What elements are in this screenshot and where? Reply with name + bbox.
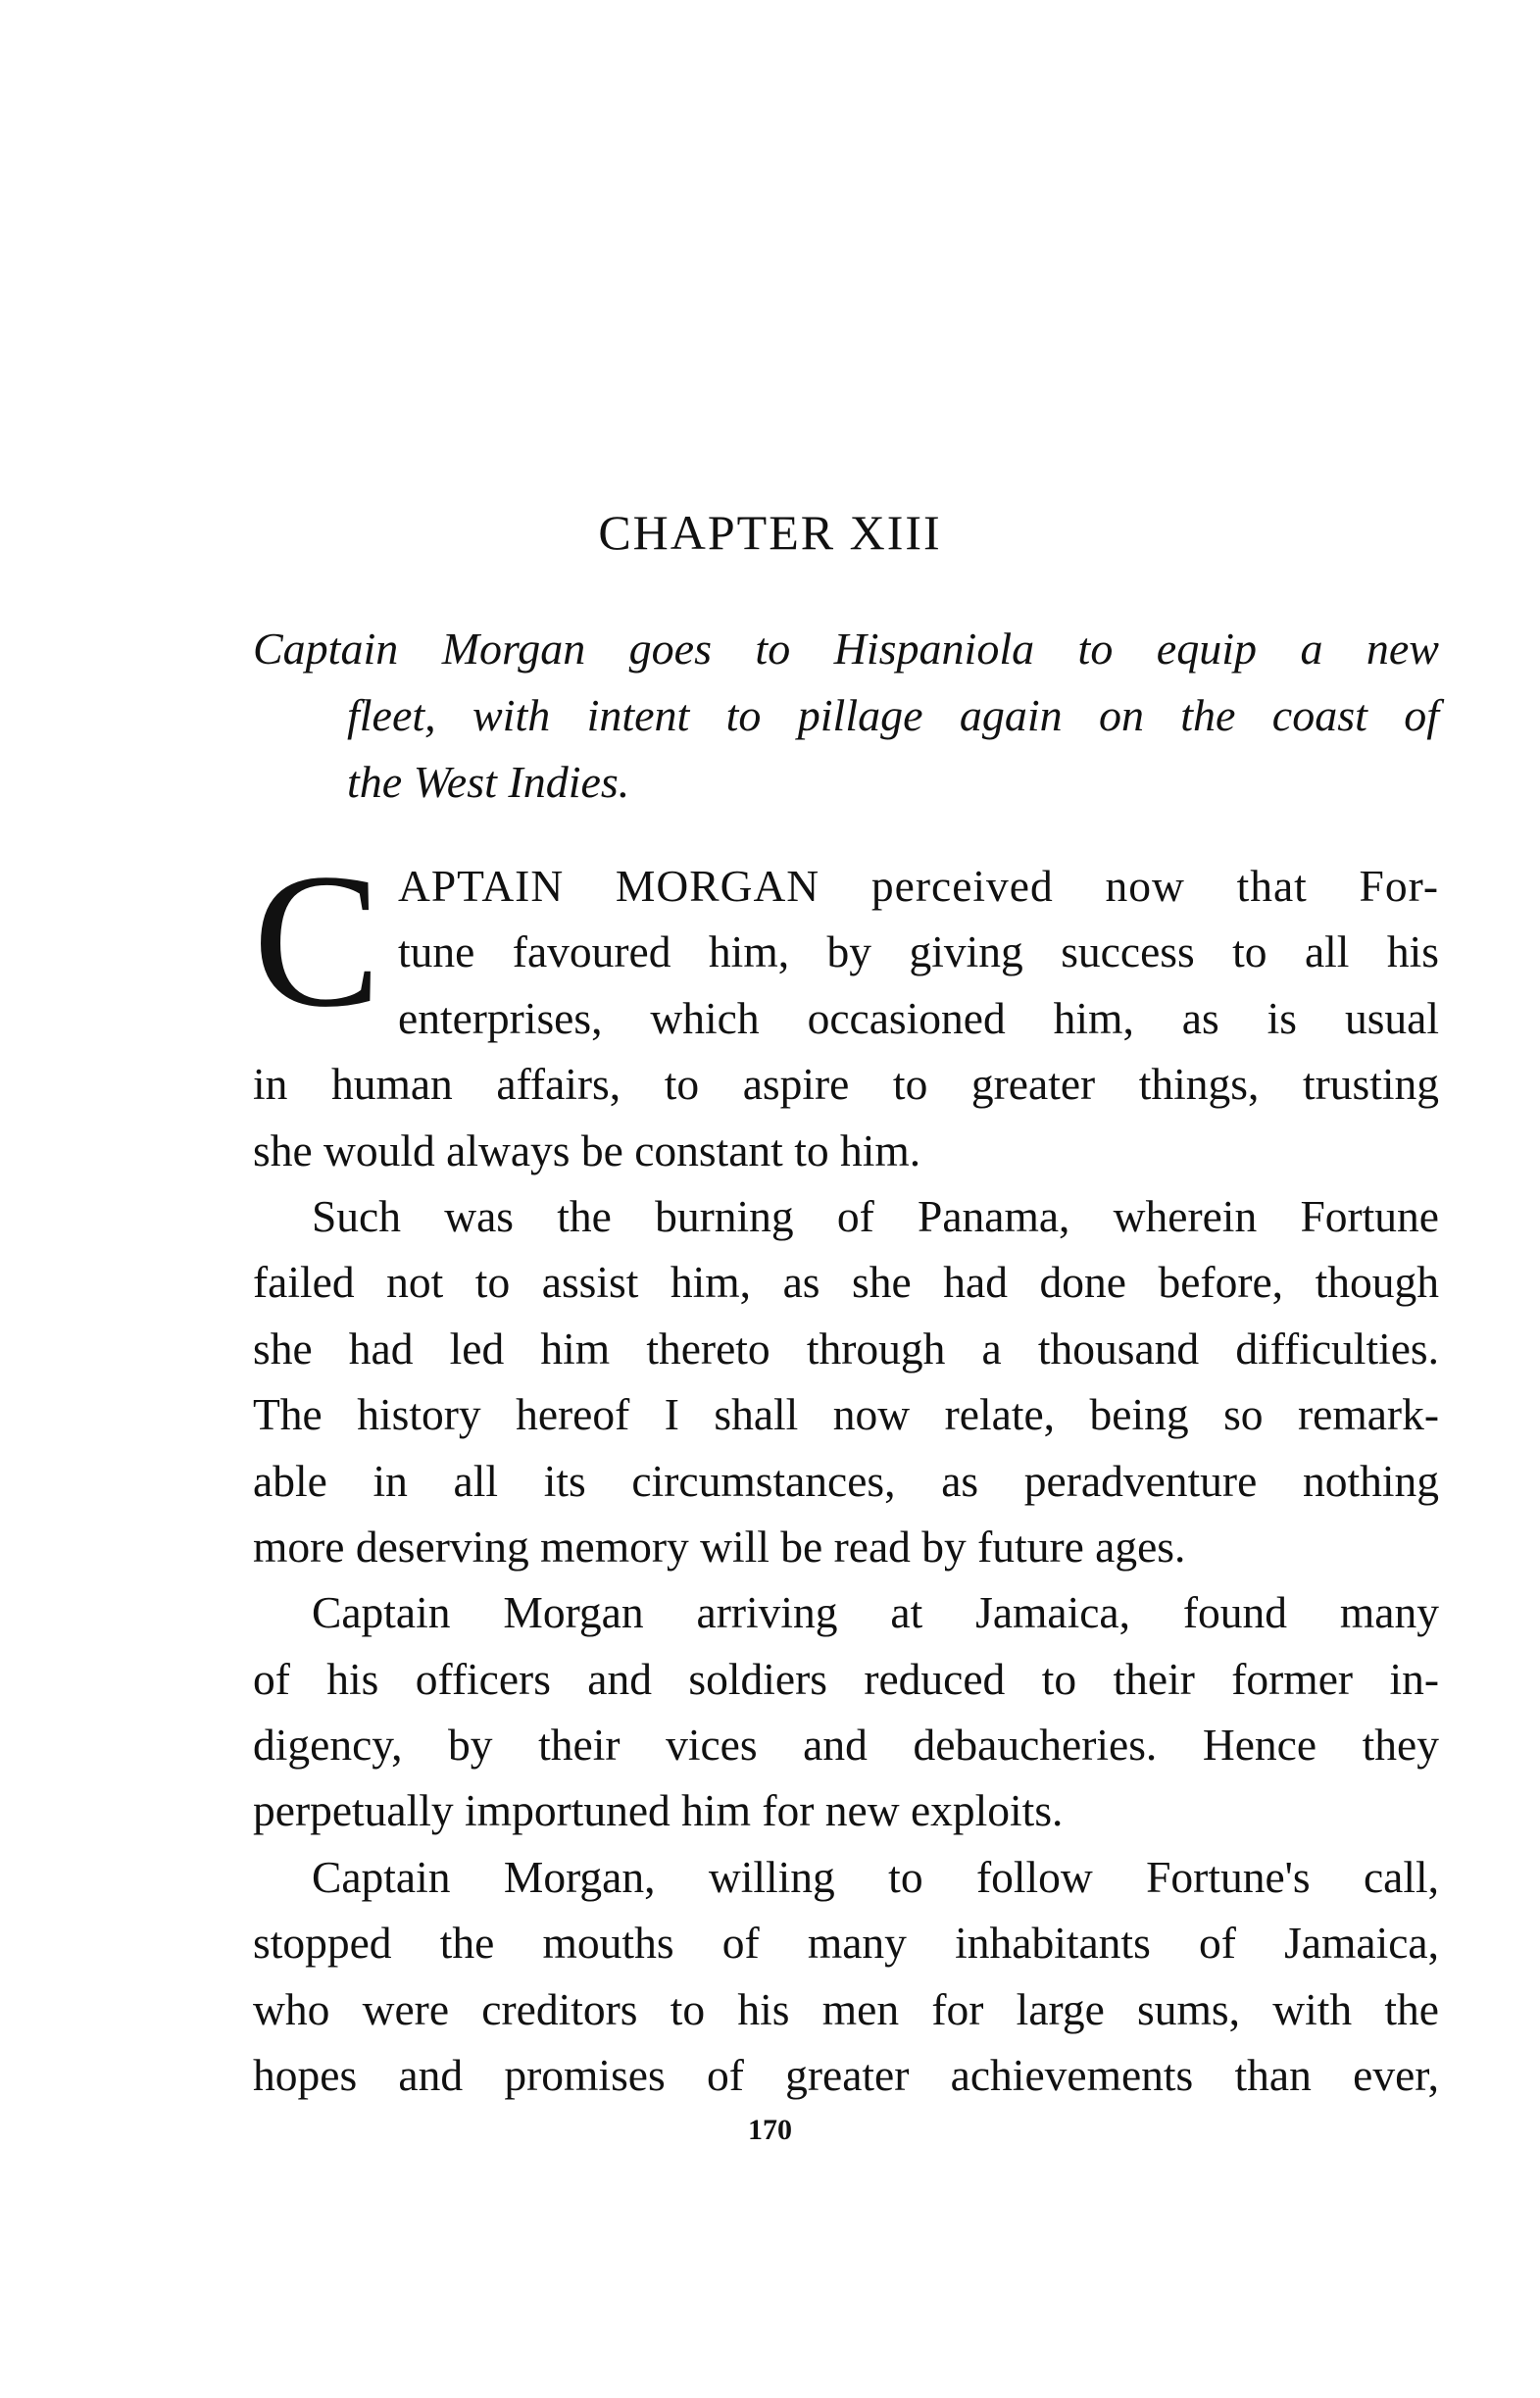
summary-line: fleet, with intent to pillage again on the coast of bbox=[347, 690, 1439, 740]
summary-line: Captain Morgan goes to Hispaniola to equip a new bbox=[253, 624, 1439, 674]
text-line: she would always be constant to him. bbox=[253, 1124, 921, 1175]
text-line: who were creditors to his men for large sums, with the bbox=[253, 1983, 1439, 2034]
drop-cap: C bbox=[253, 834, 381, 1047]
text-line: APTAIN MORGAN perceived now that For- bbox=[398, 861, 1439, 911]
page-number: 170 bbox=[748, 2114, 792, 2146]
chapter-summary bbox=[253, 616, 1439, 816]
text-line: enterprises, which occasioned him, as is usual bbox=[398, 992, 1439, 1043]
text-line: hopes and promises of greater achievements than ever, bbox=[253, 2050, 1439, 2101]
text-line: tune favoured him, by giving success to all his bbox=[398, 926, 1439, 977]
text-line: Such was the burning of Panama, wherein Fortune bbox=[312, 1190, 1439, 1241]
text-line: Captain Morgan, willing to follow Fortune's call, bbox=[312, 1851, 1439, 1902]
text-line: Captain Morgan arriving at Jamaica, found many bbox=[312, 1587, 1439, 1638]
summary-line: the West Indies. bbox=[347, 757, 630, 807]
text-line: The history hereof I shall now relate, being so remark- bbox=[253, 1389, 1439, 1440]
text-line: able in all its circumstances, as peradventure nothing bbox=[253, 1455, 1439, 1506]
text-line: more deserving memory will be read by future ages. bbox=[253, 1521, 1186, 1572]
text-line: she had led him thereto through a thousand difficulties. bbox=[253, 1323, 1439, 1374]
text-line: digency, by their vices and debaucheries. Hence they bbox=[253, 1720, 1439, 1771]
chapter-title: CHAPTER XIII bbox=[598, 505, 942, 560]
body-text bbox=[253, 834, 1439, 2108]
text-line: stopped the mouths of many inhabitants of Jamaica, bbox=[253, 1918, 1439, 1969]
text-line: in human affairs, to aspire to greater things, trusting bbox=[253, 1059, 1439, 1110]
text-line: failed not to assist him, as she had done before, though bbox=[253, 1257, 1439, 1308]
text-line: of his officers and soldiers reduced to their former in- bbox=[253, 1653, 1439, 1704]
text-line: perpetually importuned him for new exploits. bbox=[253, 1785, 1064, 1836]
